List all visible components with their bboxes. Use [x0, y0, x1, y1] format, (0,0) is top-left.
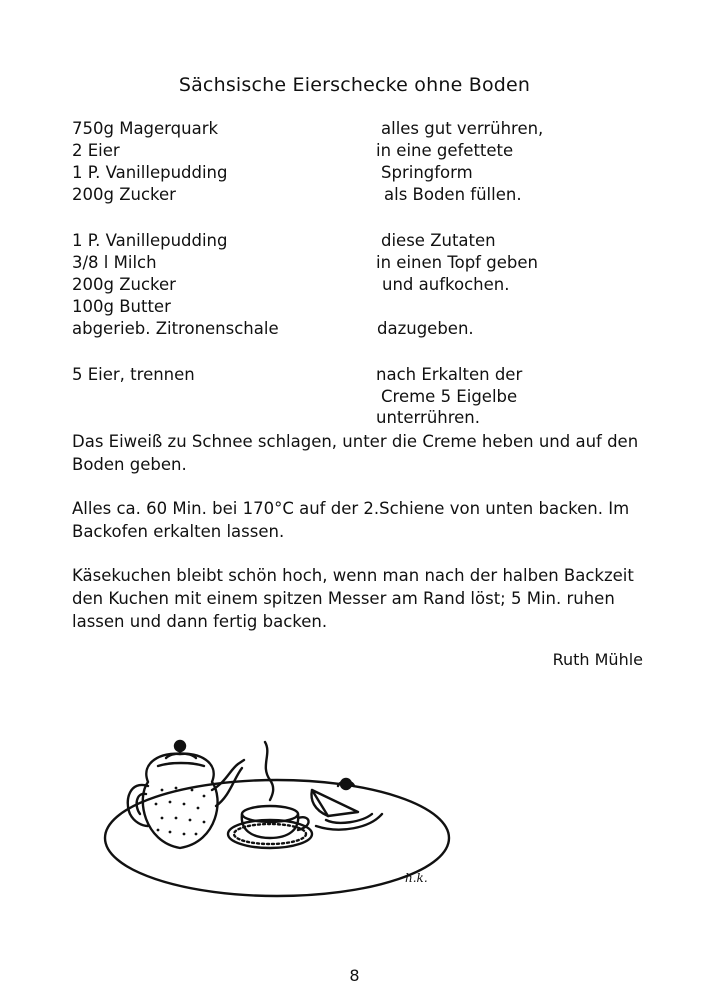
- paragraph: Das Eiweiß zu Schnee schlagen, unter die Creme heben und auf den Boden geben.: [72, 432, 639, 474]
- ingredient: 200g Zucker: [72, 275, 176, 294]
- ingredient: 3/8 l Milch: [72, 253, 157, 272]
- ingredient: abgerieb. Zitronenschale: [72, 319, 279, 338]
- author-signature: Ruth Mühle: [552, 650, 643, 669]
- instruction: diese Zutaten: [381, 231, 496, 250]
- coffee-table-illustration: [100, 730, 460, 900]
- artist-initials: h.k.: [405, 871, 428, 885]
- teapot-icon: [128, 741, 244, 848]
- instruction: alles gut verrühren,: [381, 119, 544, 138]
- recipe-title: Sächsische Eierschecke ohne Boden: [178, 74, 531, 96]
- instruction: und aufkochen.: [382, 275, 510, 294]
- ingredient: 1 P. Vanillepudding: [72, 231, 228, 250]
- steam-icon: [265, 742, 273, 800]
- cake-slice-icon: [312, 779, 382, 830]
- ingredient: 2 Eier: [72, 141, 120, 160]
- coffee-cup-icon: [228, 806, 312, 848]
- instruction: unterrühren.: [376, 408, 481, 427]
- paragraph: Alles ca. 60 Min. bei 170°C auf der 2.Schiene von unten backen. Im Backofen erkalten lassen.: [72, 499, 630, 541]
- instruction: als Boden füllen.: [384, 185, 522, 204]
- ingredient: 5 Eier, trennen: [72, 365, 195, 384]
- instruction: in eine gefettete: [376, 141, 514, 160]
- instruction: nach Erkalten der: [376, 365, 523, 384]
- ingredient: 200g Zucker: [72, 185, 176, 204]
- paragraph: Käsekuchen bleibt schön hoch, wenn man nach der halben Backzeit den Kuchen mit einem spitzen Messer am Rand löst; 5 Min. ruhen lassen und dann fertig backen.: [72, 566, 634, 631]
- instruction: dazugeben.: [377, 319, 474, 338]
- instruction: in einen Topf geben: [376, 253, 538, 272]
- instruction: Springform: [381, 163, 473, 182]
- page-number: 8: [349, 966, 360, 985]
- ingredient: 1 P. Vanillepudding: [72, 163, 228, 182]
- ingredient: 750g Magerquark: [72, 119, 219, 138]
- instruction: Creme 5 Eigelbe: [381, 387, 518, 406]
- ingredient: 100g Butter: [72, 297, 171, 316]
